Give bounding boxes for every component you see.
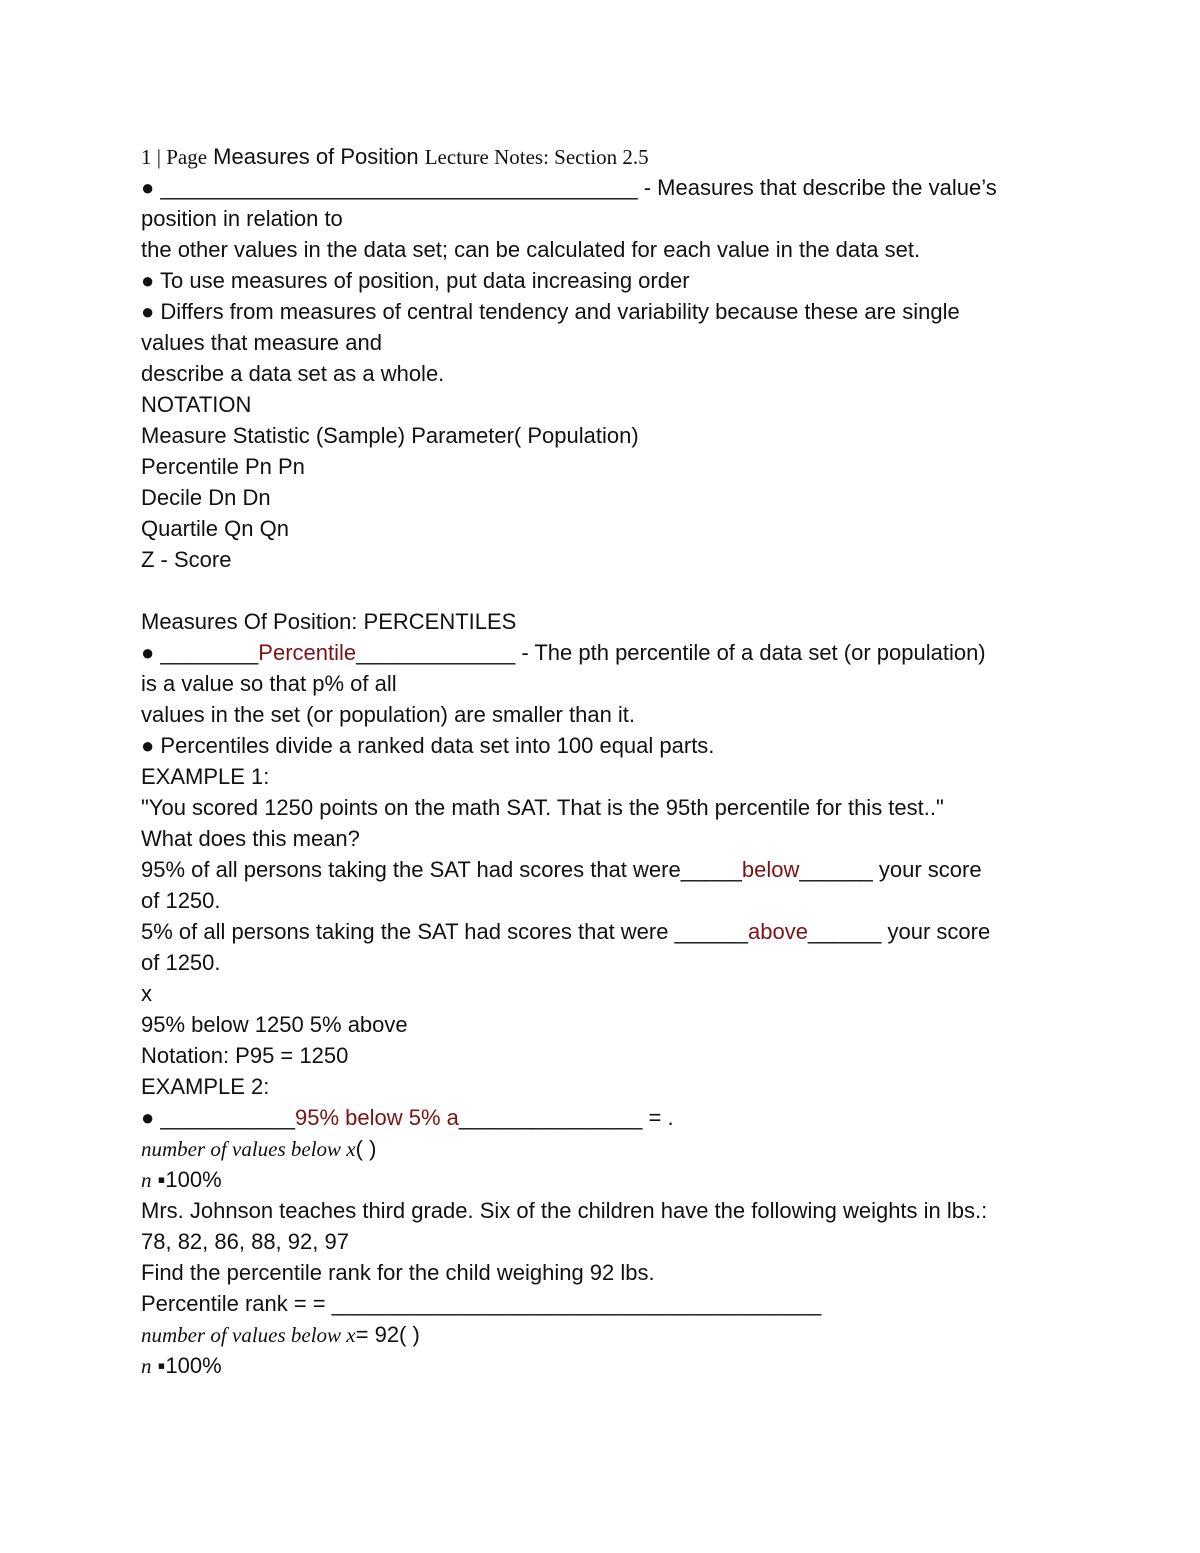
below-post: ______ your score bbox=[799, 857, 982, 882]
percentile-definition-text: - The pth percentile of a data set (or population) bbox=[515, 640, 986, 665]
example2-red-text: 95% below 5% a bbox=[295, 1105, 459, 1130]
example2-blank-post: _______________ = . bbox=[458, 1105, 674, 1130]
percentiles-heading: Measures Of Position: PERCENTILES bbox=[141, 609, 517, 634]
definition-continuation: the other values in the data set; can be calculated for each value in the data set. bbox=[141, 237, 921, 262]
bullet-order: ● To use measures of position, put data increasing order bbox=[141, 268, 690, 293]
notation-row: Quartile Qn Qn bbox=[141, 516, 289, 541]
example2-heading: EXAMPLE 2: bbox=[141, 1074, 270, 1099]
formula-denominator bbox=[141, 1164, 1071, 1195]
notation-row: Percentile Pn Pn bbox=[141, 454, 305, 479]
page-content bbox=[141, 141, 1071, 1381]
definition-blank: ● _______________________________________ bbox=[141, 175, 638, 200]
definition-text: - Measures that describe the value’s bbox=[637, 175, 997, 200]
above-answer: above bbox=[748, 919, 808, 944]
document-title: Measures of Position bbox=[213, 144, 419, 169]
notation-row: Decile Dn Dn bbox=[141, 485, 271, 510]
percentile-definition-continuation: is a value so that p% of all bbox=[141, 671, 397, 696]
formula-numerator-rest: ( ) bbox=[355, 1136, 377, 1161]
example2-blank-pre: ● ___________ bbox=[141, 1105, 295, 1130]
above-post: ______ your score bbox=[807, 919, 991, 944]
formula-denominator-italic: n bbox=[141, 1168, 152, 1192]
header-line bbox=[141, 141, 1071, 172]
differs-continuation: describe a data set as a whole. bbox=[141, 361, 445, 386]
page-number: 1 | Page bbox=[141, 145, 208, 169]
notation-row: Z - Score bbox=[141, 547, 232, 572]
example2-rank-line: Percentile rank = = ________________________________________ bbox=[141, 1291, 822, 1316]
example1-heading: EXAMPLE 1: bbox=[141, 764, 270, 789]
example1-split: 95% below 1250 5% above bbox=[141, 1012, 408, 1037]
percentile-term: Percentile bbox=[258, 640, 357, 665]
example1-x-label: x bbox=[141, 981, 152, 1006]
formula2-numerator-italic: number of values below x bbox=[141, 1323, 356, 1347]
document-subtitle: Lecture Notes: Section 2.5 bbox=[424, 145, 649, 169]
bullet-differs: ● Differs from measures of central tendency and variability because these are single bbox=[141, 299, 960, 324]
formula-numerator bbox=[141, 1133, 1071, 1164]
percentile-blank-post: _____________ bbox=[356, 640, 516, 665]
example2-bullet-line bbox=[141, 1102, 1071, 1133]
notation-columns: Measure Statistic (Sample) Parameter( Population) bbox=[141, 423, 639, 448]
below-pre: 95% of all persons taking the SAT had scores that were_____ bbox=[141, 857, 742, 882]
spacer bbox=[141, 575, 1071, 606]
above-pre: 5% of all persons taking the SAT had scores that were ______ bbox=[141, 919, 748, 944]
example1-below-line bbox=[141, 854, 1071, 885]
example2-task: Find the percentile rank for the child weighing 92 lbs. bbox=[141, 1260, 655, 1285]
notation-heading: NOTATION bbox=[141, 392, 252, 417]
example1-above-line bbox=[141, 916, 1071, 947]
formula2-denominator-rest: ▪100% bbox=[151, 1353, 222, 1378]
formula2-numerator-rest: = 92( ) bbox=[355, 1322, 420, 1347]
percentile-blank-pre: ● ________ bbox=[141, 640, 259, 665]
example2-weights: 78, 82, 86, 88, 92, 97 bbox=[141, 1229, 349, 1254]
example1-quote: "You scored 1250 points on the math SAT. That is the 95th percentile for this test.." bbox=[141, 795, 944, 820]
formula2-denominator bbox=[141, 1350, 1071, 1381]
percentile-definition-line bbox=[141, 637, 1071, 668]
formula-denominator-rest: ▪100% bbox=[151, 1167, 222, 1192]
example2-problem: Mrs. Johnson teaches third grade. Six of the children have the following weights in lbs.: bbox=[141, 1198, 988, 1223]
example1-notation: Notation: P95 = 1250 bbox=[141, 1043, 349, 1068]
example1-above-continuation: of 1250. bbox=[141, 950, 221, 975]
example1-question: What does this mean? bbox=[141, 826, 360, 851]
definition-line bbox=[141, 172, 1071, 203]
definition-continuation: position in relation to bbox=[141, 206, 343, 231]
below-answer: below bbox=[741, 857, 800, 882]
example1-below-continuation: of 1250. bbox=[141, 888, 221, 913]
bullet-divide: ● Percentiles divide a ranked data set into 100 equal parts. bbox=[141, 733, 715, 758]
formula-numerator-italic: number of values below x bbox=[141, 1137, 356, 1161]
differs-continuation: values that measure and bbox=[141, 330, 382, 355]
percentile-definition-continuation: values in the set (or population) are smaller than it. bbox=[141, 702, 636, 727]
formula2-denominator-italic: n bbox=[141, 1354, 152, 1378]
formula2-numerator bbox=[141, 1319, 1071, 1350]
